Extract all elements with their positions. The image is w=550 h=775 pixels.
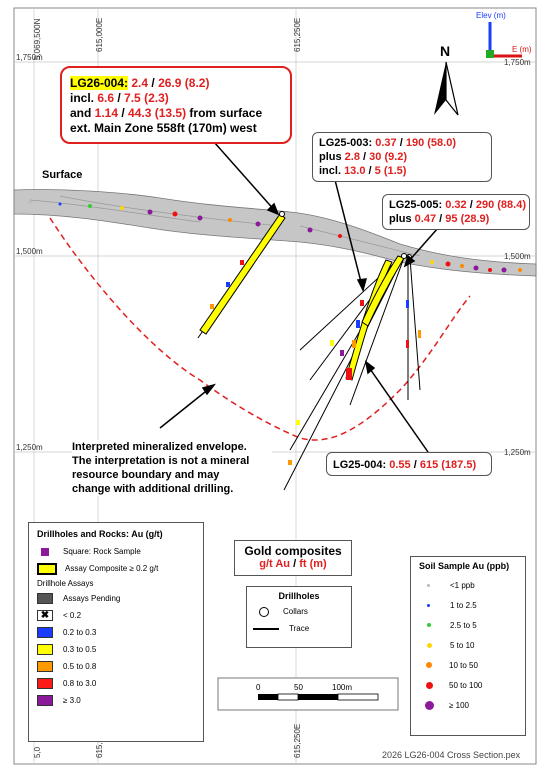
scale-bar — [218, 678, 398, 710]
legend-soil-item: 5 to 10 — [419, 635, 517, 655]
legend-gold-composites: Gold composites g/t Au / ft (m) — [234, 540, 352, 576]
collar-icon — [259, 607, 269, 617]
legend-drill-title: Drillholes and Rocks: Au (g/t) — [37, 529, 163, 539]
legend-soil-item: 50 to 100 — [419, 675, 517, 695]
legend-drill-item: 0.5 to 0.8 — [37, 658, 195, 675]
legend-soil-item: ≥ 100 — [419, 695, 517, 715]
callout-lg26-004: LG26-004: 2.4 / 26.9 (8.2) incl. 6.6 / 7.5 (2.3) and 1.14 / 44.3 (13.5) from surface ext. Main Zone 558ft (170m) west — [60, 66, 292, 144]
legend-drillholes: Drillholes Collars Trace — [246, 586, 352, 648]
legend-drill-item: 0.3 to 0.5 — [37, 641, 195, 658]
axis-label-elev: Elev (m) — [476, 11, 506, 20]
callout-lg25-003: LG25-003: 0.37 / 190 (58.0) plus 2.8 / 30 (9.2) incl. 13.0 / 5 (1.5) — [312, 132, 492, 182]
legend-soil: Soil Sample Au (ppb) <1 ppb 1 to 2.5 2.5 to 5 5 to 10 10 to 50 50 to 100 ≥ 100 — [410, 556, 526, 736]
footer-filename: 2026 LG26-004 Cross Section.pex — [382, 750, 521, 760]
trace-icon — [253, 628, 279, 630]
north-arrow-icon — [434, 43, 458, 115]
north-label: N — [440, 43, 451, 59]
elev-label-right-2: 1,250m — [504, 448, 531, 457]
composite-icon — [37, 563, 57, 575]
assay-ticks — [210, 260, 421, 465]
legend-drill-item: 0.8 to 3.0 — [37, 675, 195, 692]
grid-label-bottom-0: 5,0 — [33, 746, 42, 758]
leader-arrows — [160, 142, 438, 452]
scale-label-100: 100m — [332, 683, 353, 692]
envelope-note: Interpreted mineralized envelope. The interpretation is not a mineral resource boundary and may change with additional drilling. — [72, 440, 272, 496]
legend-drill-item: ✖ < 0.2 — [37, 607, 195, 624]
legend-soil-item: <1 ppb — [419, 575, 517, 595]
grid-label-bottom-2: 615,250E — [293, 723, 302, 758]
elev-label-left-2: 1,250m — [16, 443, 43, 452]
legend-drillholes-rocks: Drillholes and Rocks: Au (g/t) Square: Rock Sample Assay Composite ≥ 0.2 g/t Drillhole Assays Assays Pending ✖ < 0.2 0.2 to 0.3 0.3 to 0.5 0.5 to 0.8 0.8 to 3.0 ≥ 3.0 — [28, 522, 204, 742]
surface-label: Surface — [42, 169, 83, 181]
scale-label-0: 0 — [256, 683, 261, 692]
rock-sample-icon — [41, 548, 49, 556]
grid-label-top-0: 5,069,500N — [33, 18, 42, 60]
elev-label-right-1: 1,500m — [504, 252, 531, 261]
elev-label-right-0: 1,750m — [504, 58, 531, 67]
scale-label-50: 50 — [294, 683, 303, 692]
axis-label-east: E (m) — [512, 45, 532, 54]
legend-soil-item: 2.5 to 5 — [419, 615, 517, 635]
lg26-hole-id: LG26-004: — [70, 76, 129, 90]
callout-lg25-005: LG25-005: 0.32 / 290 (88.4) plus 0.47 / 95 (28.9) — [382, 194, 530, 230]
legend-drill-item: ≥ 3.0 — [37, 692, 195, 709]
elev-label-left-0: 1,750m — [16, 53, 43, 62]
axes-triad-icon — [476, 11, 532, 58]
cross-icon: ✖ — [37, 610, 53, 621]
grid-label-top-1: 615,000E — [95, 17, 104, 52]
legend-drill-item: 0.2 to 0.3 — [37, 624, 195, 641]
callout-lg25-004: LG25-004: 0.55 / 615 (187.5) — [326, 452, 492, 476]
legend-drill-item: Assays Pending — [37, 590, 195, 607]
legend-soil-item: 1 to 2.5 — [419, 595, 517, 615]
grid-label-top-2: 615,250E — [293, 17, 302, 52]
elev-label-left-1: 1,500m — [16, 247, 43, 256]
legend-soil-item: 10 to 50 — [419, 655, 517, 675]
